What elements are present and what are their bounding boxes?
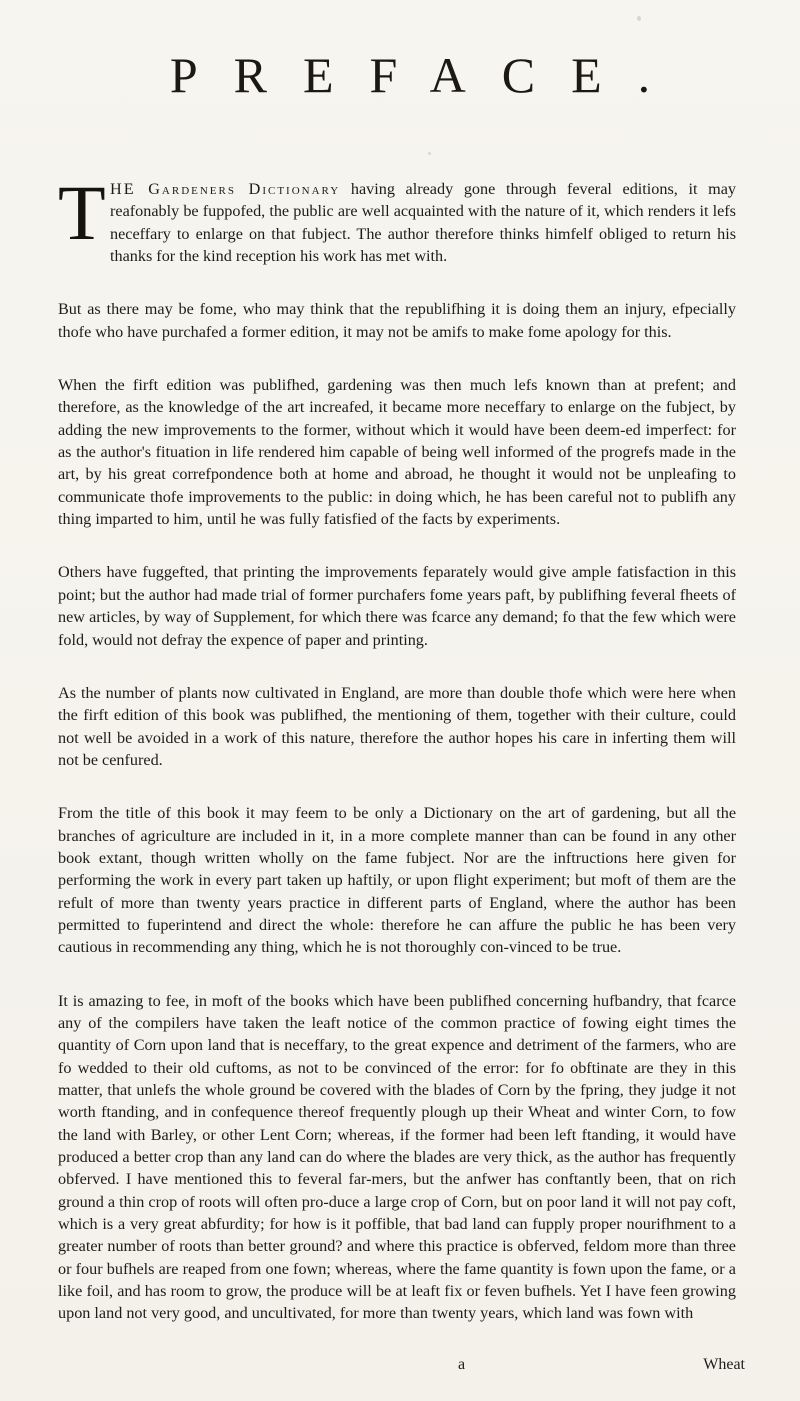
ink-speck [637,16,641,21]
paragraph-2: But as there may be fome, who may think that the republifhing it is doing them an injury, efpecially thofe who have purchafed a former edition, it may not be amifs to make fome apology for this. [58,300,736,341]
paragraph-7: It is amazing to fee, in moft of the books which have been publifhed concerning hufbandry, that fcarce any of the compilers have taken the leaft notice of the common practice of fowing eight times the quantity of Corn upon land that is neceffary, to the great expence and detriment of the farmers, who are fo wedded to their old cuftoms, as not to be convinced of the error: for fo obftinate are they in this matter, that unlefs the whole ground be covered with the blades of Corn by the fpring, they judge it not worth ftanding, and in confequence thereof frequently plough up their Wheat and winter Corn, to fow the land with Barley, or other Lent Corn; whereas, if the former had been left ftanding, it would have produced a better crop than any land can do where the blades are very thick, as the author has frequently obferved. I have mentioned this to feveral far-mers, but the anfwer has conftantly been, that on rich ground a thin crop of roots will often pro-duce a large crop of Corn, but on poor land it will not pay coft, which is a very great abfurdity; for how is it poffible, that bad land can fupply proper nourifhment to a greater number of roots than better ground? and where this practice is obferved, feldom more than three or four bufhels are reaped from one fown; whereas, where the fame quantity is fown upon the fame, or a like foil, and has room to grow, the produce will be at leaft fix or feven bufhels. Yet I have feen growing upon land not very good, and uncultivated, for more than twenty years, which land was fown with [58,991,736,1323]
paragraph-5: As the number of plants now cultivated in England, are more than double thofe which were here when the firft edition of this book was publifhed, the mentioning of them, together with their culture, could not well be avoided in a work of this nature, therefore the author hopes his care in inferting them will not be cenfured. [58,683,736,769]
drop-cap: T [58,169,106,256]
preface-body [58,169,736,1356]
paragraph-6: From the title of this book it may feem to be only a Dictionary on the art of gardening, but all the branches of agriculture are included in it, in a more complete manner than can be found in any other book extant, though written wholly on the fame fubject. Nor are the inftructions here given for performing the work in every part taken up haftily, or upon flight experiment; but moft of them are the refult of more than twenty years practice in different parts of England, where the author has been permitted to fuperintend and direct the whole: therefore he can affure the public he has been very cautious in recommending any thing, which he is not thoroughly con-vinced to be true. [58,804,736,957]
catchword: Wheat [703,1356,745,1373]
opening-paragraph [58,169,736,267]
page-title: PREFACE. [169,47,687,103]
opening-paragraph-text: having already gone through feveral editions, it may reafonably be fuppofed, the public are well acquainted with the nature of it, which renders it lefs neceffary to enlarge on that fubject. The author therefore thinks himfelf obliged to return his thanks for the kind reception his work has met with. [110,180,736,266]
book-title-small-caps: HE Gardeners Dictionary [110,180,341,198]
paragraph-4: Others have fuggefted, that printing the improvements feparately would give ample fatisfaction in this point; but the author had made trial of former purchafers fome years paft, by publifhing feveral fheets of new articles, by way of Supplement, for which there was fcarce any demand; fo that the few which were fold, would not defray the expence of paper and printing. [58,563,736,649]
paragraph-3: When the firft edition was publifhed, gardening was then much lefs known than at prefent; and therefore, as the knowledge of the art increafed, it became more neceffary to enlarge on the fubject, by adding the new improvements to the former, without which it would have been deem-ed imperfect: for as the author's fituation in life rendered him capable of being well informed of the progrefs made in the art, by his great correfpondence both at home and abroad, he thought it would not be unpleafing to communicate thofe improvements to the public: in doing which, he has been careful not to publifh any thing imparted to him, until he was fully fatisfied of the facts by experiments. [58,376,736,529]
signature-mark: a [458,1356,466,1373]
ink-speck [428,152,431,155]
